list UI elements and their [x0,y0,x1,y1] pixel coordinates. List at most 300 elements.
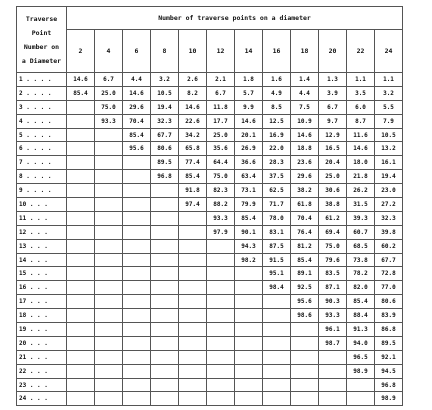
table-cell [95,184,123,198]
table-cell: 3.2 [375,86,403,100]
table-cell [67,323,95,337]
table-cell: 67.7 [375,253,403,267]
header-left-line-3: Number on [23,42,60,51]
table-cell: 80.6 [375,295,403,309]
row-label: 2 . . . . [17,86,67,100]
table-cell: 5.7 [235,86,263,100]
table-cell: 95.6 [291,295,319,309]
table-cell: 17.7 [207,114,235,128]
table-cell [291,378,319,392]
table-cell [235,323,263,337]
table-cell: 29.6 [291,170,319,184]
table-cell: 86.8 [375,323,403,337]
table-row [17,128,403,142]
table-cell: 20.4 [319,156,347,170]
table-cell [179,281,207,295]
table-cell [123,336,151,350]
table-cell [207,281,235,295]
table-cell: 14.6 [347,142,375,156]
table-cell [151,364,179,378]
table-cell: 39.3 [347,211,375,225]
row-label: 16 . . . [17,281,67,295]
traverse-table-container [16,6,403,406]
table-cell [67,142,95,156]
table-cell: 38.8 [319,198,347,212]
table-cell: 85.4 [291,253,319,267]
table-cell [207,267,235,281]
row-label: 22 . . . [17,364,67,378]
table-row [17,239,403,253]
table-cell: 85.4 [235,211,263,225]
row-label: 3 . . . . [17,100,67,114]
table-cell [151,198,179,212]
table-cell: 91.3 [347,323,375,337]
table-cell [347,392,375,406]
table-row [17,86,403,100]
table-cell: 19.4 [151,100,179,114]
table-cell [235,364,263,378]
table-cell [263,364,291,378]
table-cell [123,295,151,309]
table-cell [263,392,291,406]
table-cell: 7.5 [291,100,319,114]
table-cell [207,364,235,378]
table-cell [151,253,179,267]
table-row [17,156,403,170]
table-cell: 63.4 [235,170,263,184]
table-cell: 83.9 [375,309,403,323]
table-cell [67,170,95,184]
table-cell: 69.4 [319,225,347,239]
table-cell [179,295,207,309]
table-cell: 87.1 [319,281,347,295]
table-cell [123,364,151,378]
table-header [17,7,403,73]
table-cell: 4.9 [263,86,291,100]
row-label: 4 . . . . [17,114,67,128]
table-cell [179,350,207,364]
table-cell [67,100,95,114]
row-label: 14 . . . [17,253,67,267]
table-cell [95,253,123,267]
table-cell: 70.4 [291,211,319,225]
row-label: 18 . . . [17,309,67,323]
table-cell: 85.4 [179,170,207,184]
table-cell: 77.4 [179,156,207,170]
table-cell [95,225,123,239]
table-cell: 28.3 [263,156,291,170]
table-cell: 14.6 [235,114,263,128]
table-cell [67,378,95,392]
table-cell: 16.1 [375,156,403,170]
table-row [17,336,403,350]
table-cell [151,267,179,281]
table-cell [291,392,319,406]
table-cell: 9.9 [235,100,263,114]
table-cell: 9.7 [319,114,347,128]
column-header-4: 4 [95,30,123,73]
table-row [17,253,403,267]
table-cell [179,336,207,350]
table-cell: 26.9 [235,142,263,156]
table-cell [179,323,207,337]
table-cell: 1.3 [319,73,347,87]
table-cell: 3.5 [347,86,375,100]
table-cell: 35.6 [207,142,235,156]
table-cell: 2.6 [179,73,207,87]
table-cell [151,323,179,337]
header-left-line-1: Traverse [25,14,58,23]
table-cell [123,211,151,225]
table-cell [123,184,151,198]
table-cell [123,309,151,323]
table-cell [95,323,123,337]
table-cell [123,267,151,281]
table-cell [179,225,207,239]
table-row [17,142,403,156]
table-cell [207,336,235,350]
column-header-14: 14 [235,30,263,73]
table-cell [95,156,123,170]
row-label: 20 . . . [17,336,67,350]
column-header-20: 20 [319,30,347,73]
row-label: 7 . . . . [17,156,67,170]
table-cell: 93.3 [95,114,123,128]
table-row [17,392,403,406]
table-cell: 23.6 [291,156,319,170]
row-label: 11 . . . [17,211,67,225]
table-cell [67,295,95,309]
table-cell: 98.4 [263,281,291,295]
table-cell: 32.3 [375,211,403,225]
table-cell [179,309,207,323]
table-cell: 89.1 [291,267,319,281]
table-cell: 90.3 [319,295,347,309]
table-cell [67,211,95,225]
table-cell: 1.6 [263,73,291,87]
table-cell: 87.5 [263,239,291,253]
column-header-16: 16 [263,30,291,73]
table-cell [179,253,207,267]
table-cell [207,378,235,392]
table-cell [291,336,319,350]
table-cell [67,267,95,281]
table-cell [123,281,151,295]
table-cell [235,309,263,323]
table-cell [95,392,123,406]
table-cell [263,336,291,350]
table-cell [235,378,263,392]
table-cell [123,225,151,239]
table-cell: 97.9 [207,225,235,239]
table-cell: 14.6 [179,100,207,114]
table-cell [95,295,123,309]
table-cell [179,211,207,225]
table-cell [263,295,291,309]
table-cell [179,378,207,392]
column-header-6: 6 [123,30,151,73]
table-cell: 10.5 [151,86,179,100]
table-cell [151,225,179,239]
table-cell [207,392,235,406]
table-cell: 73.1 [235,184,263,198]
table-cell: 88.4 [347,309,375,323]
table-cell: 21.8 [347,170,375,184]
row-label: 6 . . . . [17,142,67,156]
table-row [17,184,403,198]
table-cell: 80.6 [151,142,179,156]
row-label: 8 . . . . [17,170,67,184]
table-cell [123,392,151,406]
row-label: 19 . . . [17,323,67,337]
table-cell [235,350,263,364]
table-row [17,323,403,337]
table-cell: 85.4 [347,295,375,309]
table-cell [95,336,123,350]
table-cell: 26.2 [347,184,375,198]
table-cell: 1.1 [375,73,403,87]
table-cell [263,350,291,364]
row-label: 17 . . . [17,295,67,309]
table-cell [95,309,123,323]
table-cell: 25.0 [95,86,123,100]
traverse-points-table [16,6,403,406]
table-cell [123,198,151,212]
table-cell: 30.6 [319,184,347,198]
table-cell: 1.4 [291,73,319,87]
table-cell: 27.2 [375,198,403,212]
table-cell: 71.7 [263,198,291,212]
table-cell: 98.2 [235,253,263,267]
table-cell: 23.0 [375,184,403,198]
table-cell [95,267,123,281]
table-cell [123,378,151,392]
table-cell [235,281,263,295]
table-cell [95,281,123,295]
table-cell: 96.1 [319,323,347,337]
table-cell: 12.5 [263,114,291,128]
table-cell: 10.5 [375,128,403,142]
table-cell: 83.1 [263,225,291,239]
table-cell [347,378,375,392]
table-cell: 2.1 [207,73,235,87]
table-cell: 18.0 [347,156,375,170]
table-cell [95,350,123,364]
traverse-point-header [17,7,67,73]
table-cell [67,114,95,128]
table-cell: 11.8 [207,100,235,114]
table-cell: 7.9 [375,114,403,128]
table-cell [95,128,123,142]
table-cell: 60.2 [375,239,403,253]
table-cell: 82.3 [207,184,235,198]
table-cell [67,350,95,364]
column-header-18: 18 [291,30,319,73]
table-cell [151,336,179,350]
table-cell: 61.8 [291,198,319,212]
table-cell: 89.5 [151,156,179,170]
table-cell: 16.5 [319,142,347,156]
column-header-8: 8 [151,30,179,73]
table-cell: 65.8 [179,142,207,156]
header-left-line-4: a Diameter [21,56,62,65]
table-cell: 72.8 [375,267,403,281]
table-cell [67,225,95,239]
table-cell: 96.8 [375,378,403,392]
table-cell [123,239,151,253]
table-cell: 79.9 [235,198,263,212]
row-label: 10 . . . [17,198,67,212]
row-label: 23 . . . [17,378,67,392]
table-cell: 89.5 [375,336,403,350]
table-cell [319,392,347,406]
column-header-10: 10 [179,30,207,73]
table-cell [95,198,123,212]
table-cell [67,198,95,212]
table-cell [151,378,179,392]
table-cell [67,239,95,253]
table-cell [95,239,123,253]
table-cell: 12.9 [319,128,347,142]
table-cell: 95.1 [263,267,291,281]
table-cell: 78.2 [347,267,375,281]
table-cell: 98.6 [291,309,319,323]
table-cell: 29.6 [123,100,151,114]
table-cell [235,336,263,350]
table-cell: 61.2 [319,211,347,225]
table-row [17,73,403,87]
row-label: 21 . . . [17,350,67,364]
table-cell [235,267,263,281]
table-cell [179,267,207,281]
table-cell [151,281,179,295]
table-cell: 3.2 [151,73,179,87]
table-cell: 39.8 [375,225,403,239]
table-cell: 77.0 [375,281,403,295]
table-cell [151,295,179,309]
table-cell [151,239,179,253]
table-row [17,309,403,323]
table-cell: 93.3 [319,309,347,323]
table-cell: 98.9 [375,392,403,406]
table-cell: 96.5 [347,350,375,364]
table-cell [67,128,95,142]
table-row [17,100,403,114]
table-cell [67,392,95,406]
table-cell: 6.7 [95,73,123,87]
table-cell: 94.0 [347,336,375,350]
table-cell: 14.6 [291,128,319,142]
table-cell: 98.9 [347,364,375,378]
table-cell: 32.3 [151,114,179,128]
table-cell [263,378,291,392]
row-label: 12 . . . [17,225,67,239]
table-cell [67,253,95,267]
table-cell: 94.5 [375,364,403,378]
table-cell: 76.4 [291,225,319,239]
table-row [17,364,403,378]
table-cell [319,364,347,378]
table-cell: 36.6 [235,156,263,170]
table-cell: 14.6 [123,86,151,100]
table-cell: 83.5 [319,267,347,281]
row-label: 15 . . . [17,267,67,281]
table-cell: 64.4 [207,156,235,170]
table-row [17,225,403,239]
table-cell [207,309,235,323]
table-cell: 96.8 [151,170,179,184]
table-cell: 1.8 [235,73,263,87]
table-cell [123,253,151,267]
table-row [17,378,403,392]
table-cell: 25.0 [319,170,347,184]
table-row [17,281,403,295]
table-cell [151,211,179,225]
table-cell: 22.0 [263,142,291,156]
table-cell: 75.0 [95,100,123,114]
column-header-2: 2 [67,30,95,73]
table-cell: 97.4 [179,198,207,212]
number-of-points-header: Number of traverse points on a diameter [67,7,403,30]
column-header-24: 24 [375,30,403,73]
table-cell [123,350,151,364]
table-cell [207,350,235,364]
table-cell: 88.2 [207,198,235,212]
table-cell [151,350,179,364]
table-cell [291,350,319,364]
table-cell [291,364,319,378]
table-cell: 10.9 [291,114,319,128]
table-cell: 16.9 [263,128,291,142]
table-cell: 19.4 [375,170,403,184]
table-cell [95,211,123,225]
table-cell: 1.1 [347,73,375,87]
row-label: 5 . . . . [17,128,67,142]
table-cell: 25.0 [207,128,235,142]
table-cell: 3.9 [319,86,347,100]
table-cell: 85.4 [123,128,151,142]
table-cell: 4.4 [291,86,319,100]
table-cell [151,184,179,198]
table-cell: 8.7 [347,114,375,128]
table-cell: 14.6 [67,73,95,87]
table-row [17,267,403,281]
table-cell [67,281,95,295]
table-cell [179,239,207,253]
table-cell: 70.4 [123,114,151,128]
table-cell [67,364,95,378]
table-cell: 79.6 [319,253,347,267]
table-cell: 78.0 [263,211,291,225]
table-cell: 6.7 [207,86,235,100]
table-row [17,350,403,364]
table-cell: 75.0 [207,170,235,184]
table-cell [67,156,95,170]
table-cell: 37.5 [263,170,291,184]
table-cell: 94.3 [235,239,263,253]
table-cell: 5.5 [375,100,403,114]
table-cell [95,170,123,184]
table-cell: 8.2 [179,86,207,100]
table-cell: 92.1 [375,350,403,364]
table-cell: 6.0 [347,100,375,114]
table-cell [123,156,151,170]
table-cell: 68.5 [347,239,375,253]
table-cell [179,392,207,406]
table-cell [67,336,95,350]
table-cell [319,378,347,392]
table-cell [67,184,95,198]
